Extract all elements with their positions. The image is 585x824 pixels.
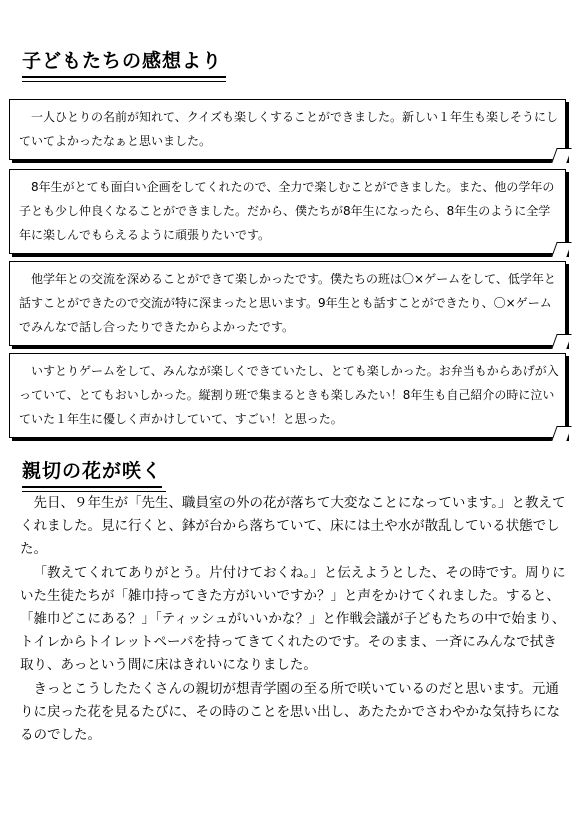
- impression-card: [9, 169, 566, 254]
- impression-card: [9, 353, 566, 438]
- article-paragraph: きっとこうしたたくさんの親切が想青学園の至る所で咲いているのだと思います。元通りに戻った花を見るたびに、その時のことを思い出し、あたたかでさわやかな気持ちになるのでした。: [20, 680, 560, 744]
- heading-underline: [22, 486, 162, 488]
- impression-text: 他学年との交流を深めることができて楽しかったです。僕たちの班は〇×ゲームをして、低学年と話すことができたので交流が特に深まったと思います。9年生とも話すことができたり、〇×ゲームでみんなで話し合ったりできたからよかったです。: [19, 272, 556, 334]
- impression-card: [9, 261, 566, 346]
- heading-underline-thin: [22, 81, 226, 82]
- article-title: 親切の花が咲く: [22, 460, 163, 482]
- impression-card: [9, 99, 566, 160]
- impression-text: いすとりゲームをして、みんなが楽しくできていたし、とても楽しかった。お弁当もからあげが入っていて、とてもおいしかった。縦割り班で集まるときも楽しみたい！8年生も自己紹介の時に泣いていた１年生に優しく声かけしていて、すごい！と思った。: [19, 364, 559, 426]
- article-paragraph: 先日、９年生が「先生、職員室の外の花が落ちて大変なことになっています。」と教えてくれました。見に行くと、鉢が台から落ちていて、床には土や水が散乱している状態でした。: [20, 495, 566, 558]
- article-paragraph: 「教えてくれてありがとう。片付けておくね。」と伝えようとした、その時です。周りにいた生徒たちが「雑巾持ってきた方がいいですか？」と声をかけてくれました。すると、「雑巾どこにある？」「ティッシュがいいかな？」と作戦会議が子どもたちの中で始まり、トイレからトイレットペーパを持ってきてくれたのです。そのまま、一斉にみんなで拭き取り、あっという間に床はきれいになりました。: [20, 564, 566, 674]
- impression-text: 8年生がとても面白い企画をしてくれたので、全力で楽しむことができました。また、他の学年の子とも少し仲良くなることができました。だから、僕たちが8年生になったら、8年生のように全学年に楽しんでもらえるように頑張りたいです。: [19, 180, 555, 242]
- article-body: [20, 492, 568, 747]
- article-heading: [22, 458, 162, 484]
- impressions-title: 子どもたちの感想より: [22, 50, 223, 72]
- impressions-heading: [22, 48, 222, 74]
- heading-underline: [22, 76, 226, 78]
- impression-text: 一人ひとりの名前が知れて、クイズも楽しくすることができました。新しい１年生も楽しそうにしていてよかったなぁと思いました。: [19, 110, 559, 148]
